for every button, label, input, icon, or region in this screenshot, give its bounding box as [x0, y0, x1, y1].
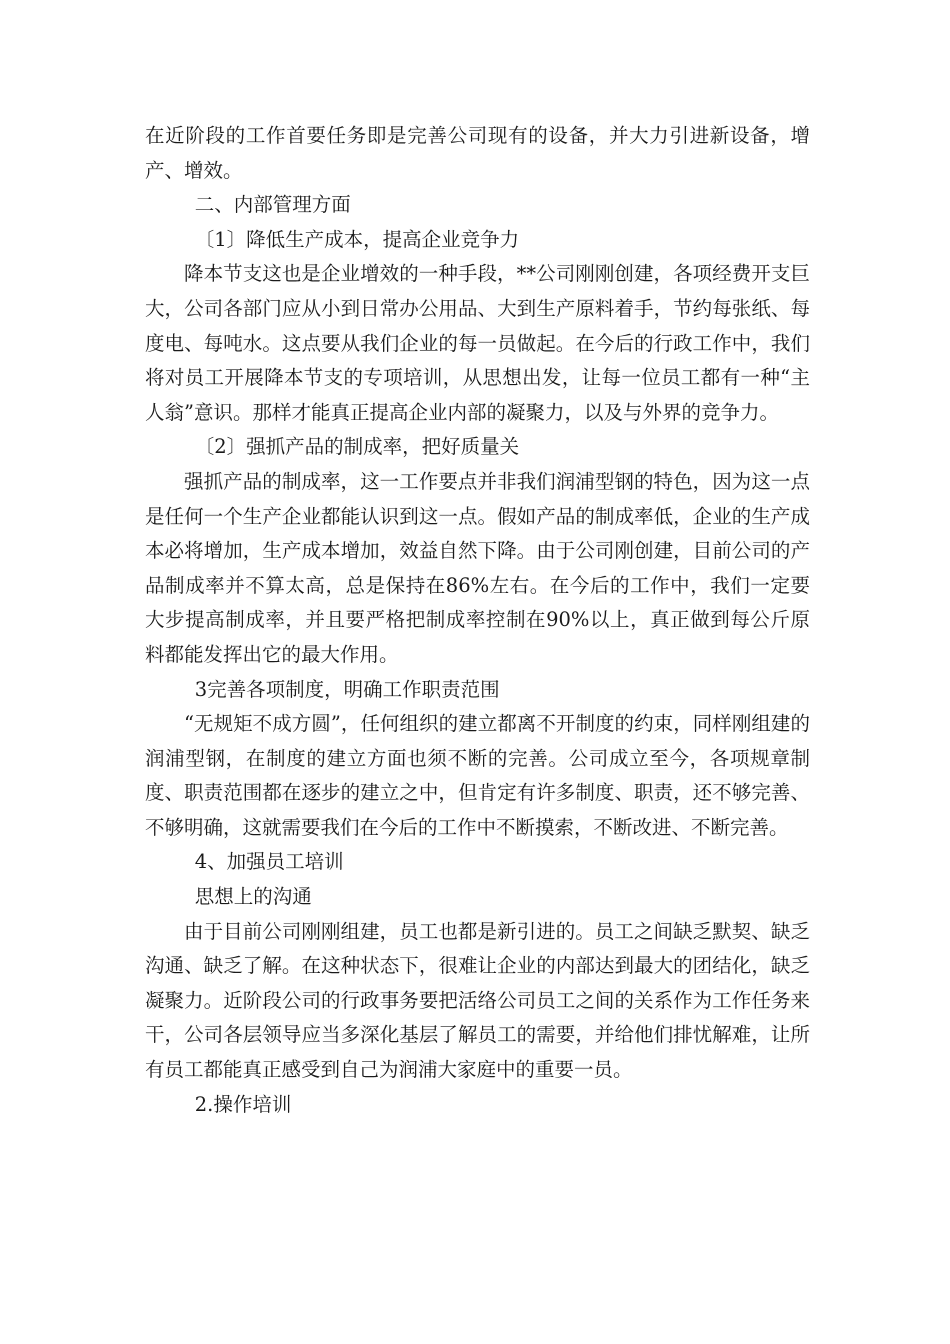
document-body	[145, 119, 810, 1122]
subheading-reduce-cost: 〔1〕降低生产成本，提高企业竞争力	[194, 227, 520, 251]
subheading-communication: 思想上的沟通	[194, 885, 312, 909]
paragraph-reduce-cost: 降本节支这也是企业增效的一种手段，**公司刚刚创建，各项经费开支巨大，公司各部门应从小到日常办公用品、大到生产原料着手，节约每张纸、每度电、每吨水。这点要从我们企业的每一员做起。在今后的行政工作中，我们将对员工开展降本节支的专项培训，从思想出发，让每一位员工都有一种“主人翁”意识。那样才能真正提高企业内部的凝聚力，以及与外界的竞争力。	[145, 262, 810, 424]
subheading-rules-system: 3完善各项制度，明确工作职责范围	[194, 677, 500, 701]
section-heading-internal-management: 二、内部管理方面	[194, 193, 351, 217]
subheading-operation-training: 2.操作培训	[194, 1092, 292, 1116]
subheading-staff-training: 4、加强员工培训	[194, 850, 344, 874]
paragraph-communication: 由于目前公司刚刚组建，员工也都是新引进的。员工之间缺乏默契、缺乏沟通、缺乏了解。在这种状态下，很难让企业的内部达到最大的团结化，缺乏凝聚力。近阶段公司的行政事务要把活络公司员工之间的关系作为工作任务来干，公司各层领导应当多深化基层了解员工的需要，并给他们排忧解难，让所有员工都能真正感受到自己为润浦大家庭中的重要一员。	[145, 919, 810, 1082]
paragraph-yield-rate: 强抓产品的制成率，这一工作要点并非我们润浦型钢的特色，因为这一点是任何一个生产企业都能认识到这一点。假如产品的制成率低，企业的生产成本必将增加，生产成本增加，效益自然下降。由于公司刚创建，目前公司的产品制成率并不算太高，总是保持在86%左右。在今后的工作中，我们一定要大步提高制成率，并且要严格把制成率控制在90%以上，真正做到每公斤原料都能发挥出它的最大作用。	[145, 469, 810, 666]
paragraph-equipment-task: 在近阶段的工作首要任务即是完善公司现有的设备，并大力引进新设备，增产、增效。	[145, 124, 810, 182]
paragraph-rules-system: “无规矩不成方圆”，任何组织的建立都离不开制度的约束，同样刚组建的润浦型钢，在制度的建立方面也须不断的完善。公司成立至今，各项规章制度、职责范围都在逐步的建立之中，但肯定有许多制度、职责，还不够完善、不够明确，这就需要我们在今后的工作中不断摸索，不断改进、不断完善。	[145, 712, 810, 839]
subheading-yield-rate: 〔2〕强抓产品的制成率，把好质量关	[194, 435, 520, 459]
